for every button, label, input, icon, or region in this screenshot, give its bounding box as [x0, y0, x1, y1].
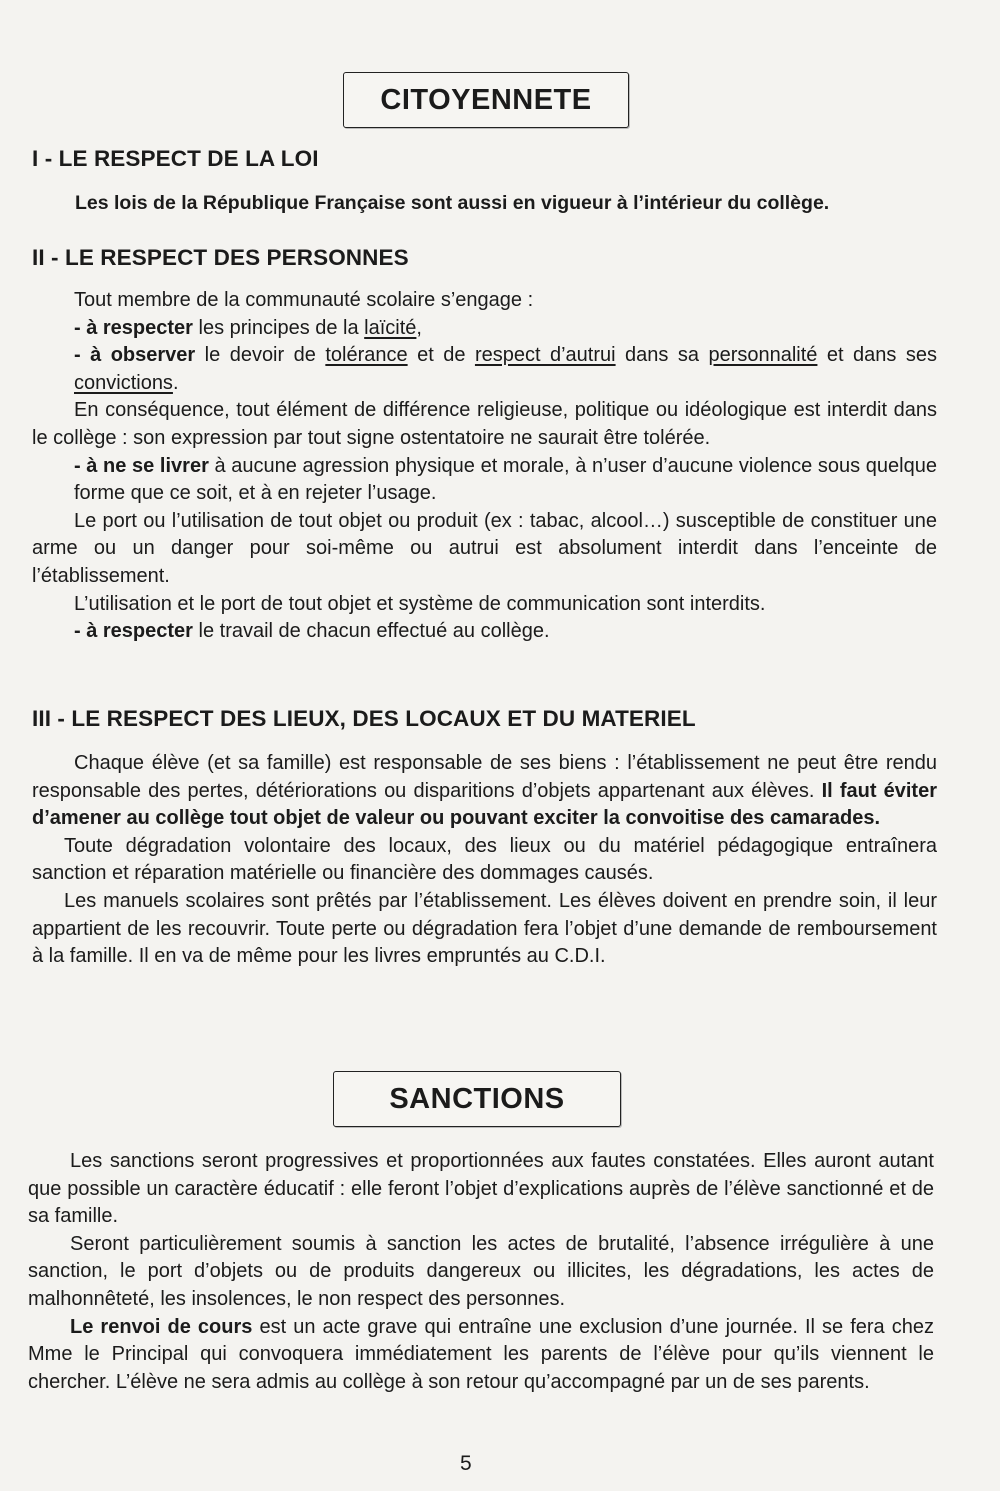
item-3-bold: - à ne se livrer — [74, 454, 209, 477]
personnes-port: Le port ou l’utilisation de tout objet ou produit (ex : tabac, alcool…) susceptible de constituer une arme ou un danger pour soi-même ou autrui est absolument interdit dans l’enceinte de l’établissement. — [32, 509, 937, 587]
personnes-intro: Tout membre de la communauté scolaire s’engage : — [74, 289, 534, 311]
personnes-item-4 — [32, 618, 937, 646]
item-2-bold: - à observer — [74, 344, 196, 367]
item-2-underline-4: convictions — [74, 371, 173, 394]
personnes-communication: L’utilisation et le port de tout objet et système de communication sont interdits. — [74, 592, 766, 615]
lieux-p1-text: Chaque élève (et sa famille) est responsable de ses biens : l’établissement ne peut être rendu responsable des pertes, détériorations ou disparitions d’objets appartenant aux élèves. — [32, 752, 937, 802]
section-sanctions — [28, 1148, 934, 1396]
personnes-consequence: En conséquence, tout élément de différence religieuse, politique ou idéologique est interdit dans le collège : son expression par tout signe ostentatoire ne saurait être tolérée. — [32, 399, 937, 449]
item-2-end: . — [172, 371, 179, 394]
heading-respect-lieux: III - LE RESPECT DES LIEUX, DES LOCAUX ET DU MATERIEL — [32, 706, 696, 731]
lieux-paragraph-2: Toute dégradation volontaire des locaux, des lieux ou du matériel pédagogique entraînera sanction et réparation matérielle ou financière des dommages causés. — [32, 834, 937, 885]
item-2-text-d: et dans ses — [817, 344, 937, 367]
item-2-underline-1: tolérance — [325, 344, 408, 367]
sanctions-paragraph-1: Les sanctions seront progressives et proportionnées aux fautes constatées. Elles auront autant que possible un caractère éducatif : elle feront l’objet d’explications auprès de l’élève sanctionné et de sa famille. — [28, 1150, 934, 1228]
heading-respect-loi: I - LE RESPECT DE LA LOI — [32, 146, 319, 171]
heading-respect-personnes: II - LE RESPECT DES PERSONNES — [32, 245, 409, 270]
lieux-paragraph-3: Les manuels scolaires sont prêtés par l’établissement. Les élèves doivent en prendre soin, il leur appartient de les recouvrir. Toute perte ou dégradation fera l’objet d’une demande de remboursement à la famille. Il en va de même pour les livres empruntés au C.D.I. — [32, 889, 937, 968]
item-2-text-a: le devoir de — [195, 344, 326, 367]
section-lieux — [32, 750, 937, 971]
lieux-p1-bold: Il faut éviter d’amener au collège tout objet de valeur ou pouvant exciter la convoitise des camarades. — [32, 779, 937, 830]
item-2-underline-2: respect d’autrui — [474, 344, 616, 367]
item-2-text-c: dans sa — [615, 344, 709, 367]
personnes-item-1 — [32, 315, 937, 343]
item-2-underline-3: personnalité — [708, 344, 818, 367]
section-title-citoyennete: CITOYENNETE — [343, 72, 629, 128]
item-1-underline: laïcité — [364, 316, 417, 339]
item-4-text: le travail de chacun effectué au collège. — [192, 620, 550, 643]
item-1-bold: - à respecter — [74, 316, 193, 339]
page-number: 5 — [460, 1452, 472, 1475]
sanctions-p3-bold: Le renvoi de cours — [70, 1315, 253, 1338]
lieux-paragraph-1 — [32, 750, 937, 833]
section-personnes — [32, 287, 937, 646]
item-4-bold: - à respecter — [74, 620, 193, 643]
section-title-sanctions: SANCTIONS — [333, 1071, 621, 1127]
personnes-item-3 — [32, 453, 937, 508]
item-3-text: à aucune agression physique et morale, à n’user d’aucune violence sous quelque forme que ce soit, et à en rejeter l’usage. — [74, 454, 937, 505]
item-1-text: les principes de la — [192, 316, 365, 339]
personnes-item-2 — [32, 342, 937, 397]
loi-text: Les lois de la République Française sont aussi en vigueur à l’intérieur du collège. — [75, 192, 830, 214]
item-1-end: , — [416, 316, 422, 339]
sanctions-p3-text: est un acte grave qui entraîne une exclusion d’une journée. Il se fera chez Mme le Principal qui convoquera immédiatement les parents de l’élève pour qu’ils viennent le chercher. L’élève ne sera admis au collège à son retour qu’accompagné par un de ses parents. — [28, 1315, 934, 1393]
item-2-text-b: et de — [407, 344, 475, 367]
sanctions-paragraph-3 — [28, 1314, 934, 1397]
paragraph-loi — [75, 190, 945, 218]
sanctions-paragraph-2: Seront particulièrement soumis à sanction les actes de brutalité, l’absence irrégulière à une sanction, le port d’objets ou de produits dangereux ou illicites, les dégradations, les actes de malhonnêteté, les insolences, le non respect des personnes. — [28, 1232, 934, 1310]
